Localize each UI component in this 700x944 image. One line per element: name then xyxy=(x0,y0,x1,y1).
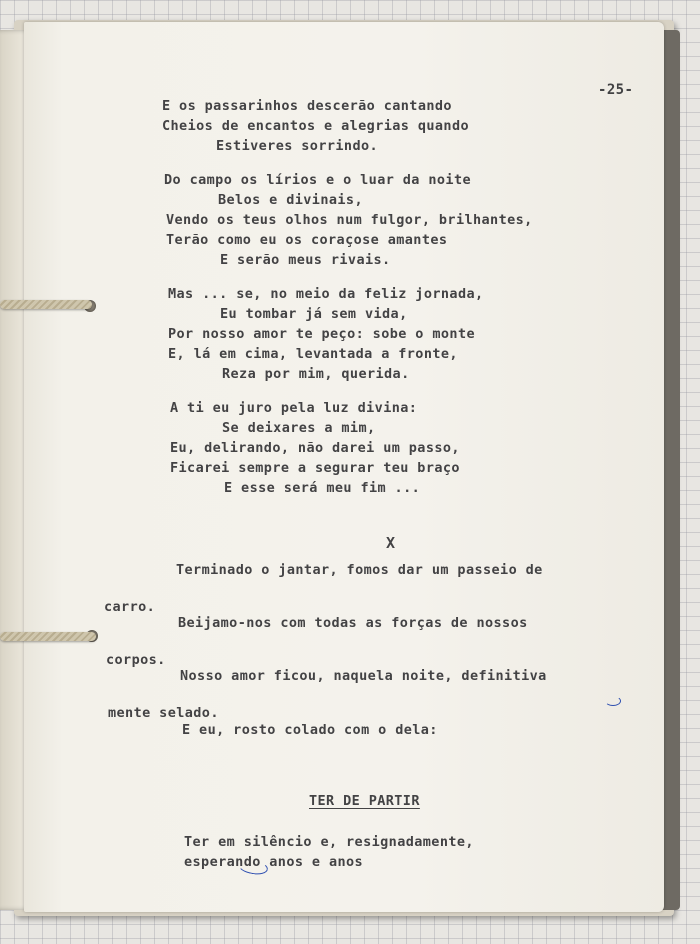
verse-line: Ficarei sempre a segurar teu braço xyxy=(170,460,460,476)
prose-line: mente selado. xyxy=(108,705,219,721)
closing-line: Ter em silêncio e, resignadamente, xyxy=(184,834,474,850)
verse-line: Mas ... se, no meio da feliz jornada, xyxy=(168,286,484,302)
verse-line: Cheios de encantos e alegrias quando xyxy=(162,118,469,134)
section-divider: X xyxy=(386,534,396,552)
verse-line: Terão como eu os coraçose amantes xyxy=(166,232,448,248)
verse-line: Estiveres sorrindo. xyxy=(216,138,379,154)
verse-line: Vendo os teus olhos num fulgor, brilhantes, xyxy=(166,212,533,228)
prose-line: corpos. xyxy=(106,652,166,668)
section-title: TER DE PARTIR xyxy=(309,793,420,809)
verse-line: Belos e divinais, xyxy=(218,192,363,208)
verse-line: Eu tombar já sem vida, xyxy=(220,306,408,322)
verse-line: E serão meus rivais. xyxy=(220,252,391,268)
prose-line: Nosso amor ficou, naquela noite, definitiva xyxy=(180,668,547,684)
verse-line: Por nosso amor te peço: sobe o monte xyxy=(168,326,475,342)
prose-line: Beijamo-nos com todas as forças de nossos xyxy=(178,615,528,631)
binding-string-top xyxy=(0,300,92,309)
verse-line: Se deixares a mim, xyxy=(222,420,376,436)
verse-line: Eu, delirando, não darei um passo, xyxy=(170,440,460,456)
binding-string-bottom xyxy=(0,632,96,641)
prose-line: carro. xyxy=(104,599,156,615)
closing-line: esperando anos e anos xyxy=(184,854,364,870)
prose-line: E eu, rosto colado com o dela: xyxy=(182,722,438,738)
verse-line: E esse será meu fim ... xyxy=(224,480,421,496)
verse-line: Reza por mim, querida. xyxy=(222,366,410,382)
verse-line: E os passarinhos descerão cantando xyxy=(162,98,452,114)
ink-underline-mark xyxy=(605,696,621,706)
verse-line: A ti eu juro pela luz divina: xyxy=(170,400,418,416)
typed-page xyxy=(24,22,664,912)
verse-line: Do campo os lírios e o luar da noite xyxy=(164,172,471,188)
verse-line: E, lá em cima, levantada a fronte, xyxy=(168,346,458,362)
prose-line: Terminado o jantar, fomos dar um passeio de xyxy=(176,562,543,578)
page-number: -25- xyxy=(598,82,634,98)
